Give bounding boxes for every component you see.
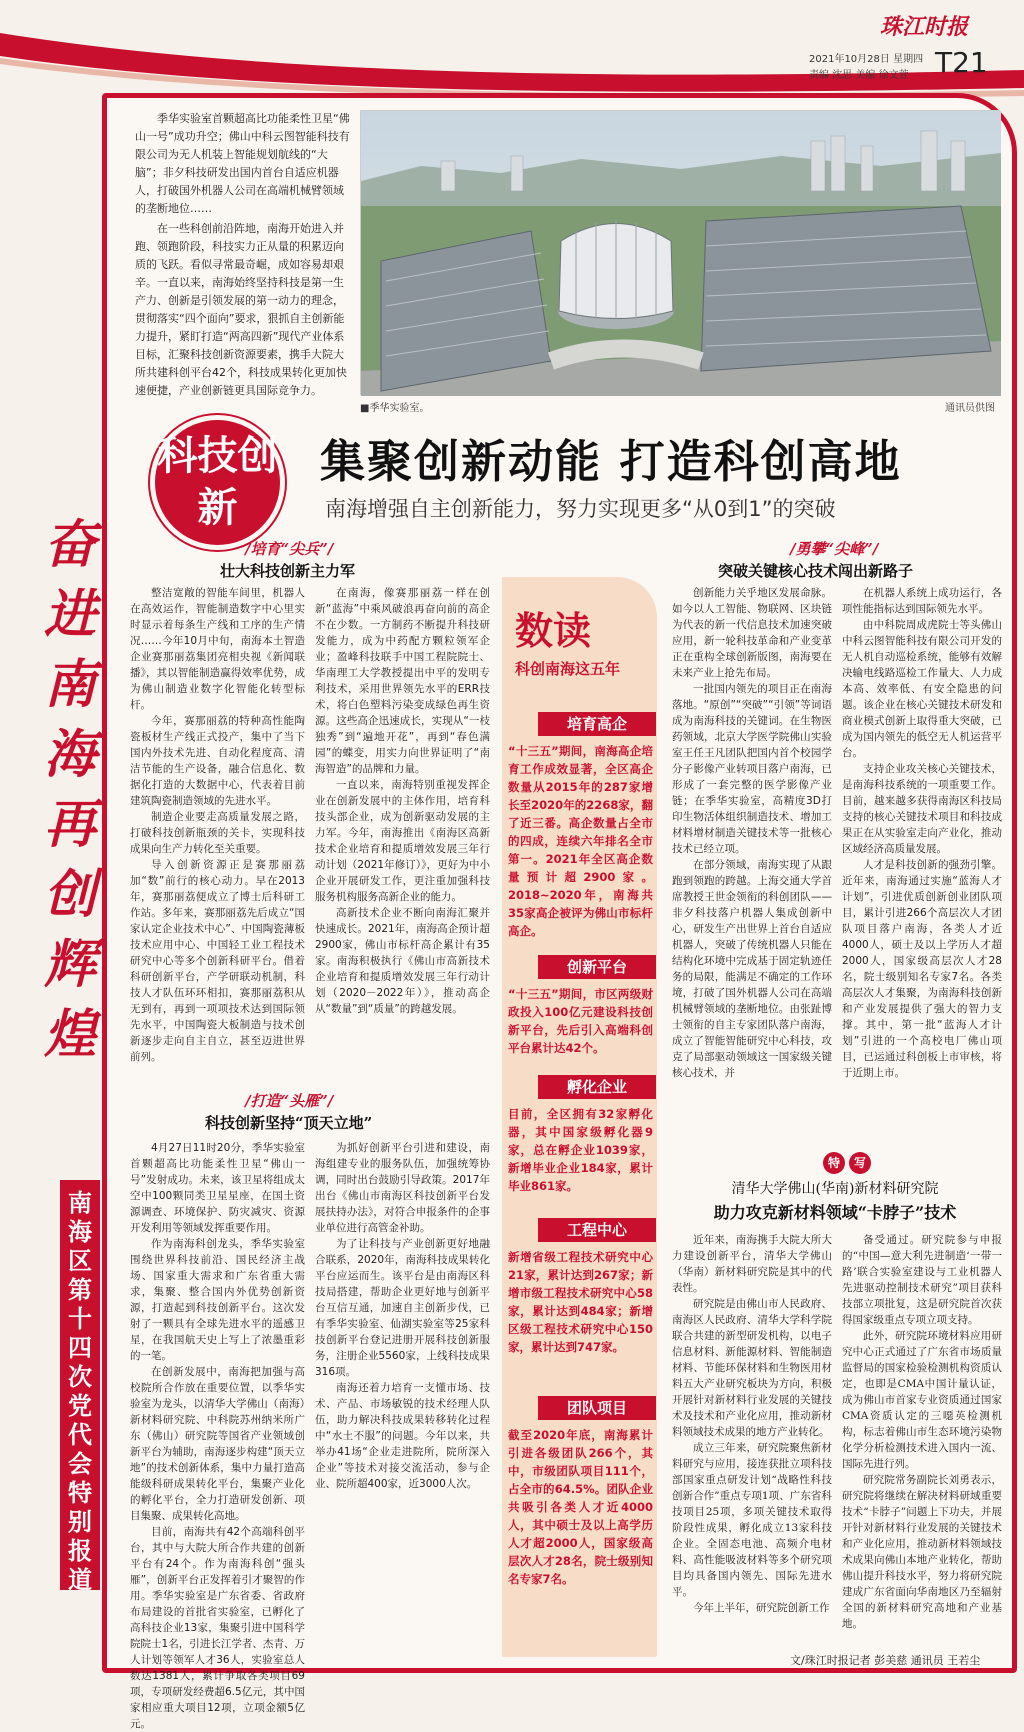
article-paragraph: 近年来，南海携手大院大所大力建设创新平台，清华大学佛山（华南）新材料研究院是其中的代表性。	[672, 1234, 832, 1294]
editors-line: 责编 沈思 美编 徐文萱	[809, 70, 909, 81]
data-section-text: 新增省级工程技术研究中心21家，累计达到267家；新增市级工程技术研究中心58家，累计达到484家；新增区级工程技术研究中心150家，累计达到747家。	[508, 1250, 653, 1354]
sec1-kicker: /培育“尖兵”/	[245, 540, 334, 558]
article-paragraph: 4月27日11时20分，季华实验室首颗超高比功能柔性卫星“佛山一号”发射成功。未来，该卫星将组成太空中100颗同类卫星星座，在国土资源调查、环境保护、防灾减灾、资源开发利用等领域发挥重要作用。	[130, 1142, 305, 1234]
article-paragraph: 人才是科技创新的强劲引擎。近年来，南海通过实施“蓝海人才计划”，引进优质创新创业团队项目，累计引进266个高层次人才团队项目落户南海，各类人才近4000人，硕士及以上学历人才超2000人，国家级高层次人才28名，院士级别知名专家7名。各类高层次人才集聚，为南海科技创新和产业发展提供了强大的智力支撑。其中，第一批“蓝海人才计划”引进的一个高校电厂佛山项目，已运通过科创板上市审核，将于近期上市。	[842, 859, 1002, 1079]
photo-caption: ■季华实验室。	[360, 403, 430, 414]
article-paragraph: 在创新发展中，南海把加强与高校院所合作放在重要位置，以季华实验室为龙头，以清华大学佛山（南海）新材料研究院、中科院苏州纳米所广东（佛山）研究院等国省产业领域创新平台为辅助，南海逐步构建“顶天立地”的技术创新体系，集中力量打造高能级科研成果转化平台，集聚产业化的孵化平台，全力打造研发创新、项目集聚、成果转化高地。	[130, 1366, 305, 1522]
data-section-title: 工程中心	[538, 1218, 656, 1242]
vertical-slogan: 奋进南海 再创辉煌	[43, 514, 96, 1065]
article-paragraph: 为了让科技与产业创新更好地融合联系，2020年，南海科技成果转化平台应运而生。该平台是由南海区科技局搭建，帮助企业更好地与创新平台互信互通，加速自主创新步伐，已有季华实验室、仙湖实验室等25家科技创新平台登记进册开展科技创新服务，注册企业5560家，上线科技成果316项。	[315, 1238, 490, 1378]
article-paragraph: 支持企业攻关核心关键技术，是南海科技系统的一项重要工作。目前，越来越多获得南海区科技局支持的核心关键技术项目和科技成果正在从实验室走向产业化，推动区域经济高质量发展。	[842, 763, 1002, 855]
data-section-text: 目前，全区拥有32家孵化器，其中国家级孵化器9家，总在孵企业1039家，新增毕业企业184家，累计毕业861家。	[508, 1107, 653, 1193]
data-panel-subheading: 科创南海这五年	[515, 660, 621, 678]
page-number: T21	[935, 46, 988, 79]
article-paragraph: 此外，研究院环境材料应用研究中心正式通过了广东省市场质量监督局的国家检验检测机构资质认定，也即是CMA中国计量认证，成为佛山市首家专业资质通过国家CMA资质认定的三噁英检测机构，标志着佛山市生态环境污染物化学分析检测技术进入国内一流、国际先进行列。	[842, 1330, 1002, 1470]
article-paragraph: 制造企业要走高质量发展之路，打破科技创新瓶颈的关卡，实现科技成果向生产力转化至关重要。	[130, 811, 305, 855]
data-panel-heading: 数读	[515, 608, 592, 653]
special-tag	[823, 1152, 871, 1174]
article-paragraph: 成立三年来，研究院聚焦新材料研究与应用，接连获批立项科技部国家重点研发计划“战略性科技创新合作”重点专项1项、广东省科技项目25项，多项关键技术取得阶段性成果，孵化成立13家科技企业。全固态电池、高频介电材料、高性能吸波材料等多个研究项目均具备国内领先、国际先进水平。	[672, 1442, 832, 1598]
article-paragraph: 整洁宽敞的智能车间里，机器人在高效运作，智能制造数字中心里实时显示着每条生产线和工序的生产情况……今年10月中旬，南海本土智造企业赛那丽荔集团亮相央视《新闻联播》，其以智能制造赢得效率优势，成为佛山制造业数字化智能化转型标杆。	[130, 587, 305, 711]
article-paragraph: 在机器人系统上成功运行，各项性能指标达到国际领先水平。	[842, 587, 1002, 615]
article-paragraph: 今年，赛那丽荔的特种高性能陶瓷板材生产线正式投产，集中了当下国内外技术先进、自动化程度高、清洁节能的生产设备，融合信息化、数据化打造的大数据中心，代表着目前建筑陶瓷制造领域的先进水平。	[130, 715, 305, 807]
data-section-text: “十三五”期间，南海高企培育工作成效显著，全区高企数量从2015年的287家增长至2020年的2268家，翻了近三番。高企数量占全市的四成，连续六年排名全市第一。2021年全区高企数量预计超2900家。2018~2020年，南海共35家高企被评为佛山市标杆高企。	[508, 744, 653, 938]
article-paragraph: 研究院是由佛山市人民政府、南海区人民政府、清华大学科学院联合共建的新型研发机构，以电子信息材料、新能源材料、智能制造材料、节能环保材料和生物医用材料五大产业研究板块为方向，积极开展针对新材料行业发展的关键技术及技术和产业化应用，推动新材料领域技术成果的地方产业转化。	[672, 1298, 832, 1438]
sec1-column-2	[315, 585, 490, 1080]
data-section-text: 截至2020年底，南海累计引进各级团队266个，其中，市级团队项目111个，占全市的64.5%。团队企业共吸引各类人才近4000人，其中硕士及以上高学历人才超2000人，国家级高层次人才28名，院士级别知名专家7名。	[508, 1428, 653, 1586]
sec2-kicker: /打造“头雁”/	[245, 1092, 334, 1110]
special-tag-char: 写	[849, 1152, 871, 1174]
sec3-kicker: /勇攀“尖峰”/	[790, 540, 879, 558]
page-headline: 集聚创新动能 打造科创高地	[320, 435, 902, 488]
sec1-title: 壮大科技创新主力军	[220, 562, 356, 580]
article-paragraph: 为抓好创新平台引进和建设，南海组建专业的服务队伍，加强统筹协调，同时出台鼓励引导政策。2017年出台《佛山市南海区科技创新平台发展扶持办法》，对符合申报条件的企事业单位进行高管金补助。	[315, 1142, 490, 1234]
vertical-banner: 南海区第十四次党代会特别报道	[60, 1180, 100, 1590]
photo-credit: 通讯员供图	[945, 403, 995, 414]
data-section-title: 创新平台	[538, 955, 656, 979]
article-paragraph: 一批国内领先的项目正在南海落地。“原创”“突破”“引领”等词语成为南海科技的关键词。在生物医药领域，北京大学医学院佛山实验室王任王凡团队把国内首个校园学分子影像产业转项目落户南海，已形成了一套完整的医学影像产业链；在季华实验室，高精度3D打印生物活体组织制造技术、增加工材料增材制造关键技术等一批核心技术已经立项。	[672, 683, 832, 855]
sec2-column-1	[130, 1140, 305, 1730]
article-paragraph: 导入创新资源正是赛那丽荔加“数”前行的核心动力。早在2013年，赛那丽荔便成立了博士后科研工作站。多年来，赛那丽荔先后成立“国家认定企业技术中心”、中国陶瓷薄板技术应用中心、中国轻工业工程技术研究中心等多个创新科研平台。借着科研创新平台，产学研联动机制，科技人才队伍环环相扣，赛那丽荔积从无到有，再到一项项技术达到国际领先水平，中国陶瓷大板制造与技术创新逐步走向自主自立，甚至迈进世界前列。	[130, 859, 305, 1063]
special-headline: 助力攻克新材料领域“卡脖子”技术	[713, 1203, 957, 1222]
page-subheadline: 南海增强自主创新能力，努力实现更多“从0到1”的突破	[325, 497, 836, 521]
sec2-column-2	[315, 1140, 490, 1660]
special-title: 清华大学佛山(华南)新材料研究院	[731, 1181, 939, 1197]
intro-paragraph: 在一些科创前沿阵地，南海开始进入并跑、领跑阶段，科技实力正从量的积累迈向质的飞跃。看似寻常最奇崛，成如容易却艰辛。一直以来，南海始终坚持科技是第一生产力、创新是引领发展的第一动力的理念，贯彻落实“四个面向”要求，狠抓自主创新能力提升，紧盯打造“两高四新”现代产业体系目标，汇聚科技创新资源要素，携手大院大所共建科创平台42个，科技成果转化更加快速便捷，产业创新链更具国际竞争力。	[135, 222, 347, 397]
badge-text: 科技创新	[157, 432, 278, 531]
sec3-column-1	[672, 585, 832, 1115]
article-paragraph: 今年上半年，研究院创新工作	[693, 1602, 830, 1614]
article-paragraph: 在南海，像赛那丽荔一样在创新“蓝海”中乘风破浪再奋向前的高企不在少数。一方制药不断提升科技研发能力，成为中药配方颗粒领军企业；盈峰科技联手中国工程院院士、华南理工大学教授提出中平的发明专利技术，采用世界领先水平的ERR技术，将白色塑料污染变成绿色再生资源。这些高企迅速成长，实现从“一枝独秀”到“遍地开花”，再到“春色满园”的蝶变，用实力向世界证明了“南海智造”的品牌和力量。	[315, 587, 490, 775]
article-paragraph: 作为南海科创龙头，季华实验室围绕世界科技前沿、国民经济主战场、国家重大需求和广东省重大需求，集聚、整合国内外优势创新资源，打造起到科技创新平台。这次发射了一颗具有全球先进水平的遥感卫星，在我国航天史上写上了浓墨重彩的一笔。	[130, 1238, 305, 1362]
article-paragraph: 目前，南海共有42个高端科创平台，其中与大院大所合作共建的创新平台有24个。作为南海科创“强头雁”，创新平台正发挥着引才聚智的作用。季华实验室是广东省委、省政府布局建设的首批省实验室，已孵化了高科技企业13家，集聚引进中国科学院院士1名，引进长江学者、杰青、万人计划等领军人才36人，实验室总人数达1381人，累计争取各类项目69项，专项研发经费超6.5亿元，其中国家相应重大项目12项，立项金额5亿元。	[130, 1526, 305, 1730]
byline: 文/珠江时报记者 彭美慈 通讯员 王若尘	[790, 1654, 981, 1667]
intro-paragraph: 季华实验室首颗超高比功能柔性卫星“佛山一号”成功升空；佛山中科云图智能科技有限公司为无人机装上智能规划航线的“大脑”；非夕科技研发出国内首台自适应机器人，打破国外机器人公司在高端机械臂领域的垄断地位……	[135, 112, 350, 215]
data-section-title: 孵化企业	[538, 1075, 656, 1099]
data-section-title: 培育高企	[538, 712, 656, 736]
sec1-column-1	[130, 585, 305, 1080]
data-section-title: 团队项目	[538, 1396, 656, 1420]
masthead-logo: 珠江时报	[880, 14, 969, 40]
intro-text	[135, 110, 350, 402]
issue-date: 2021年10月28日 星期四	[809, 54, 924, 65]
sec2-title: 科技创新坚持“顶天立地”	[205, 1114, 373, 1132]
article-paragraph: 一直以来，南海特别重视发挥企业在创新发展中的主体作用，培育科技头部企业，成为创新驱动发展的主力军。今年，南海推出《南海区高新技术企业培育和提质增效发展三年行动计划（2021年修订）》，更好为中小企业开展研发工作，更注重加强科技服务机构服务高新企业的能力。	[315, 779, 490, 903]
section-badge	[155, 420, 280, 545]
article-paragraph: 由中科院周成虎院士等头佛山中科云图智能科技有限公司开发的无人机自动巡检系统，能够有效解决输电线路巡检工作量大、人力成本高、效率低、有安全隐患的问题。该企业在核心关键技术研发和商业模式创新上取得重大突破，已成为国内领先的低空无人机运营平台。	[842, 619, 1002, 759]
article-paragraph: 研究院常务副院长刘勇表示，研究院将继续在解决材料研域重要技术“卡脖子”问题上下功夫，并展开针对新材料行业发展的关键技术和产业化应用，推动新材料领域技术成果向佛山本地产业转化，帮助佛山提升科技水平，努力将研究院建成广东省面向华南地区乃至辐射全国的新材料研究高地和产业基地。	[842, 1474, 1002, 1630]
data-section-text: “十三五”期间，市区两级财政投入100亿元建设科技创新平台，先后引入高端科创平台累计达42个。	[508, 987, 653, 1055]
sec3-title: 突破关键核心技术闯出新路子	[718, 562, 914, 580]
article-paragraph: 南海还着力培育一支懂市场、技术、产品、市场敏锐的技术经理人队伍，助力解决科技成果转移转化过程中“水土不服”的问题。今年以来，共举办41场“企业走进院所，院所深入企业”等技术对接交流活动，参与企业、院所超400家，近3000人次。	[315, 1382, 490, 1490]
special-column-1	[672, 1232, 832, 1642]
lab-photo	[360, 110, 1000, 395]
article-paragraph: 高新技术企业不断向南海汇聚并快速成长。2021年，南海高企预计超2900家，佛山市标杆高企累计有35家。南海积极执行《佛山市高新技术企业培育和提质增效发展三年行动计划（2020－2022年）》，推动高企从“数量”到“质量”的跨越发展。	[315, 907, 490, 1015]
sec3-column-2	[842, 585, 1002, 1115]
special-column-2	[842, 1232, 1002, 1642]
article-paragraph: 在部分领域，南海实现了从跟跑到领跑的跨越。上海交通大学首席教授王世金领衔的科创团队——非夕科技落户机器人集成创新中心，研发生产出世界上首台自适应机器人，突破了传统机器人只能在结构化环境中完成基于固定轨迹任务的局限，能满足不确定的工作环境，打破了国外机器人公司在高端机械臂领域的垄断地位。由张趾博士领衔的自主专家团队落户南海，成立了智能智能研究中心科技，攻克了局部驱动领域这一国家级关键核心技术，并	[672, 859, 832, 1079]
special-tag-char: 特	[823, 1152, 845, 1174]
article-paragraph: 创新能力关乎地区发展命脉。如今以人工智能、物联网、区块链为代表的新一代信息技术加速突破应用，新一轮科技革命和产业变革正在重构全球创新版图，南海要在未来产业上抢先布局。	[672, 587, 832, 679]
article-paragraph: 备受通过。研究院参与申报的“中国—意大利先进制造‘一带一路’联合实验室建设与工业机器人先进驱动控制技术研究”项目获科技部立项批复，这是研究院首次获得国家级重点专项立项支持。	[842, 1234, 1002, 1326]
